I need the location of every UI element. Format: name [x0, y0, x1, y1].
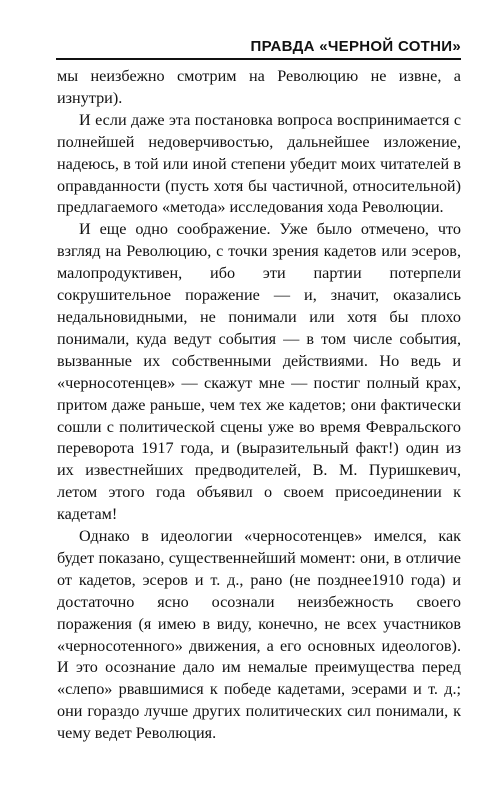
running-header: [56, 38, 461, 60]
paragraph: И если даже эта постановка вопроса воспринимается с полнейшей недоверчивостью, дальнейшее изложение, надеюсь, в той или иной степени убедит моих читателей в оправданности (пусть хотя бы частичной, относительной) предлагаемого «метода» исследования хода Революции.: [57, 110, 461, 217]
paragraph: Однако в идеологии «черносотенцев» имелся, как будет показано, существеннейший момент: они, в отличие от кадетов, эсеров и т. д., рано (не позднее1910 года) и достаточно ясно осознали неизбежность своего поражения (я имею в виду, конечно, не всех участников «черносотенного» движения, а его основных идеологов). И это осознание дало им немалые преимущества перед «слепо» рвавшимися к победе кадетами, эсерами и т. д.; они гораздо лучше других политических сил понимали, к чему ведет Революция.: [57, 527, 461, 743]
body-text: [57, 66, 461, 745]
paragraph-continued: мы неизбежно смотрим на Революцию не извне, а изнутри).: [57, 67, 461, 107]
paragraph: И еще одно соображение. Уже было отмечено, что взгляд на Революцию, с точки зрения кадетов или эсеров, малопродуктивен, ибо эти партии потерпели сокрушительное поражение — и, значит, оказались недальновидными, не понимали или хотя бы плохо понимали, куда ведут события — в том числе события, вызванные их собственными действиями. Но ведь и «черносотенцев» — скажут мне — постиг полный крах, притом даже раньше, чем тех же кадетов; они фактически сошли с политической сцены уже во время Февральского переворота 1917 года, и (выразительный факт!) один из их известнейших предводителей, В. М. Пуришкевич, летом этого года объявил о своем присоединении к кадетам!: [57, 220, 461, 524]
running-title: ПРАВДА «ЧЕРНОЙ СОТНИ»: [250, 38, 461, 55]
